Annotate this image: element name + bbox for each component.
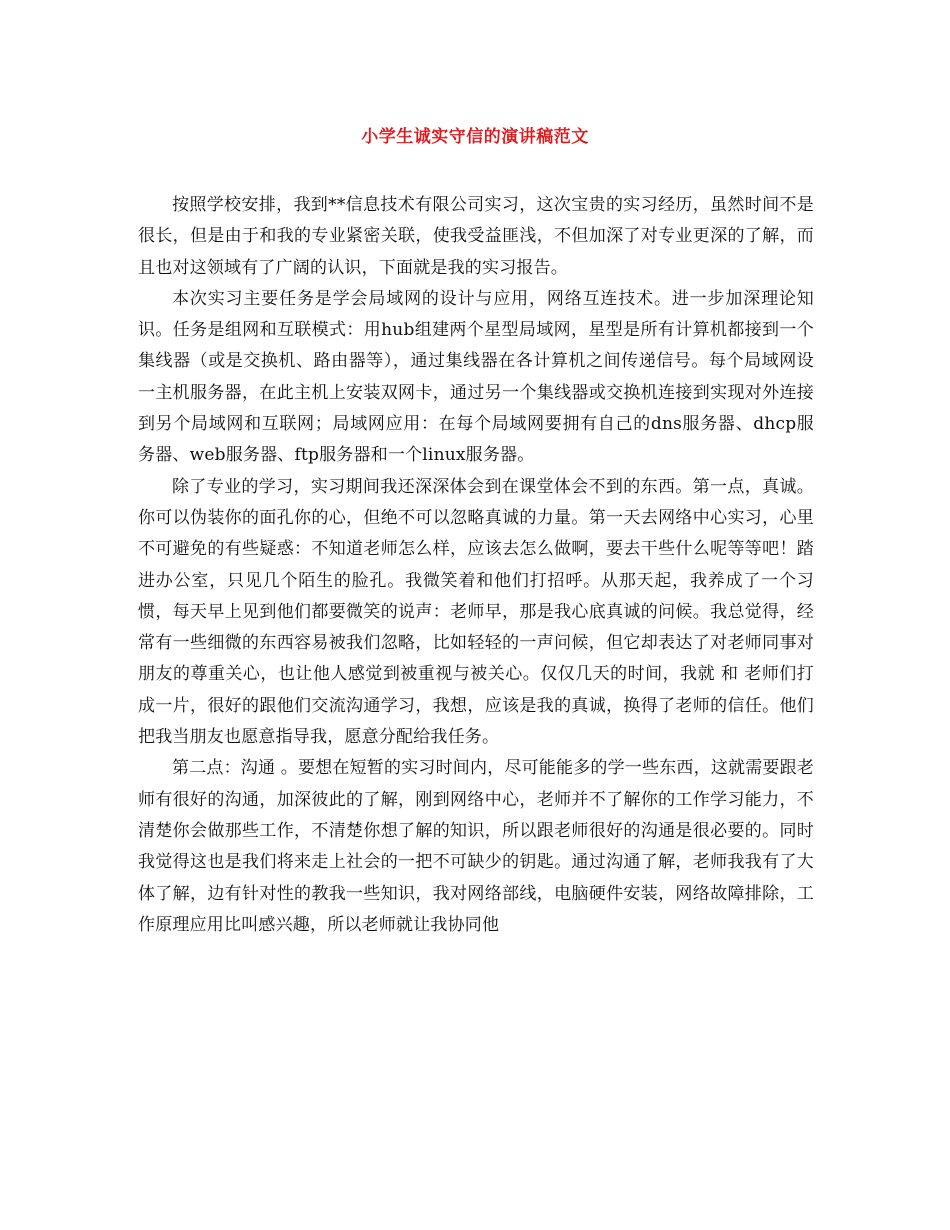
paragraph-4: 第二点：沟通 。要想在短暂的实习时间内，尽可能能多的学一些东西，这就需要跟老师有很好的沟通，加深彼此的了解，刚到网络中心，老师并不了解你的工作学习能力，不清楚你会做那些工作，不清楚你想了解的知识，所以跟老师很好的沟通是很必要的。同时我觉得这也是我们将来走上社会的一把不可缺少的钥匙。通过沟通了解，老师我我有了大体了解，边有针对性的教我一些知识，我对网络部线，电脑硬件安装，网络故障排除，工作原理应用比叫感兴趣，所以老师就让我协同他 [138, 758, 815, 935]
paragraph-3: 除了专业的学习，实习期间我还深深体会到在课堂体会不到的东西。第一点，真诚。你可以伪装你的面孔你的心，但绝不可以忽略真诚的力量。第一天去网络中心实习，心里不可避免的有些疑惑：不知道老师怎么样，应该去怎么做啊，要去干些什么呢等等吧！踏进办公室，只见几个陌生的脸孔。我微笑着和他们打招呼。从那天起，我养成了一个习惯，每天早上见到他们都要微笑的说声：老师早，那是我心底真诚的问候。我总觉得，经常有一些细微的东西容易被我们忽略，比如轻轻的一声问候，但它却表达了对老师同事对朋友的尊重关心，也让他人感觉到被重视与被关心。仅仅几天的时间，我就 和 老师们打成一片，很好的跟他们交流沟通学习，我想，应该是我的真诚，换得了老师的信任。他们把我当朋友也愿意指导我，愿意分配给我任务。 [138, 476, 814, 748]
paragraph-1: 按照学校安排，我到**信息技术有限公司实习，这次宝贵的实习经历，虽然时间不是很长，但是由于和我的专业紧密关联，使我受益匪浅，不但加深了对专业更深的了解，而且也对这领域有了广阔的认识，下面就是我的实习报告。 [138, 195, 814, 278]
document-body [138, 190, 814, 941]
paragraph-2: 本次实习主要任务是学会局域网的设计与应用，网络互连技术。进一步加深理论知识。任务是组网和互联模式：用hub组建两个星型局域网，星型是所有计算机都接到一个集线器（或是交换机、路由器等），通过集线器在各计算机之间传递信号。每个局域网设一主机服务器，在此主机上安装双网卡，通过另一个集线器或交换机连接到实现对外连接到另个局域网和互联网；局域网应用：在每个局域网要拥有自己的dns服务器、dhcp服务器、web服务器、ftp服务器和一个linux服务器。 [138, 288, 814, 466]
document-title: 小学生诚实守信的演讲稿范文 [361, 127, 589, 147]
